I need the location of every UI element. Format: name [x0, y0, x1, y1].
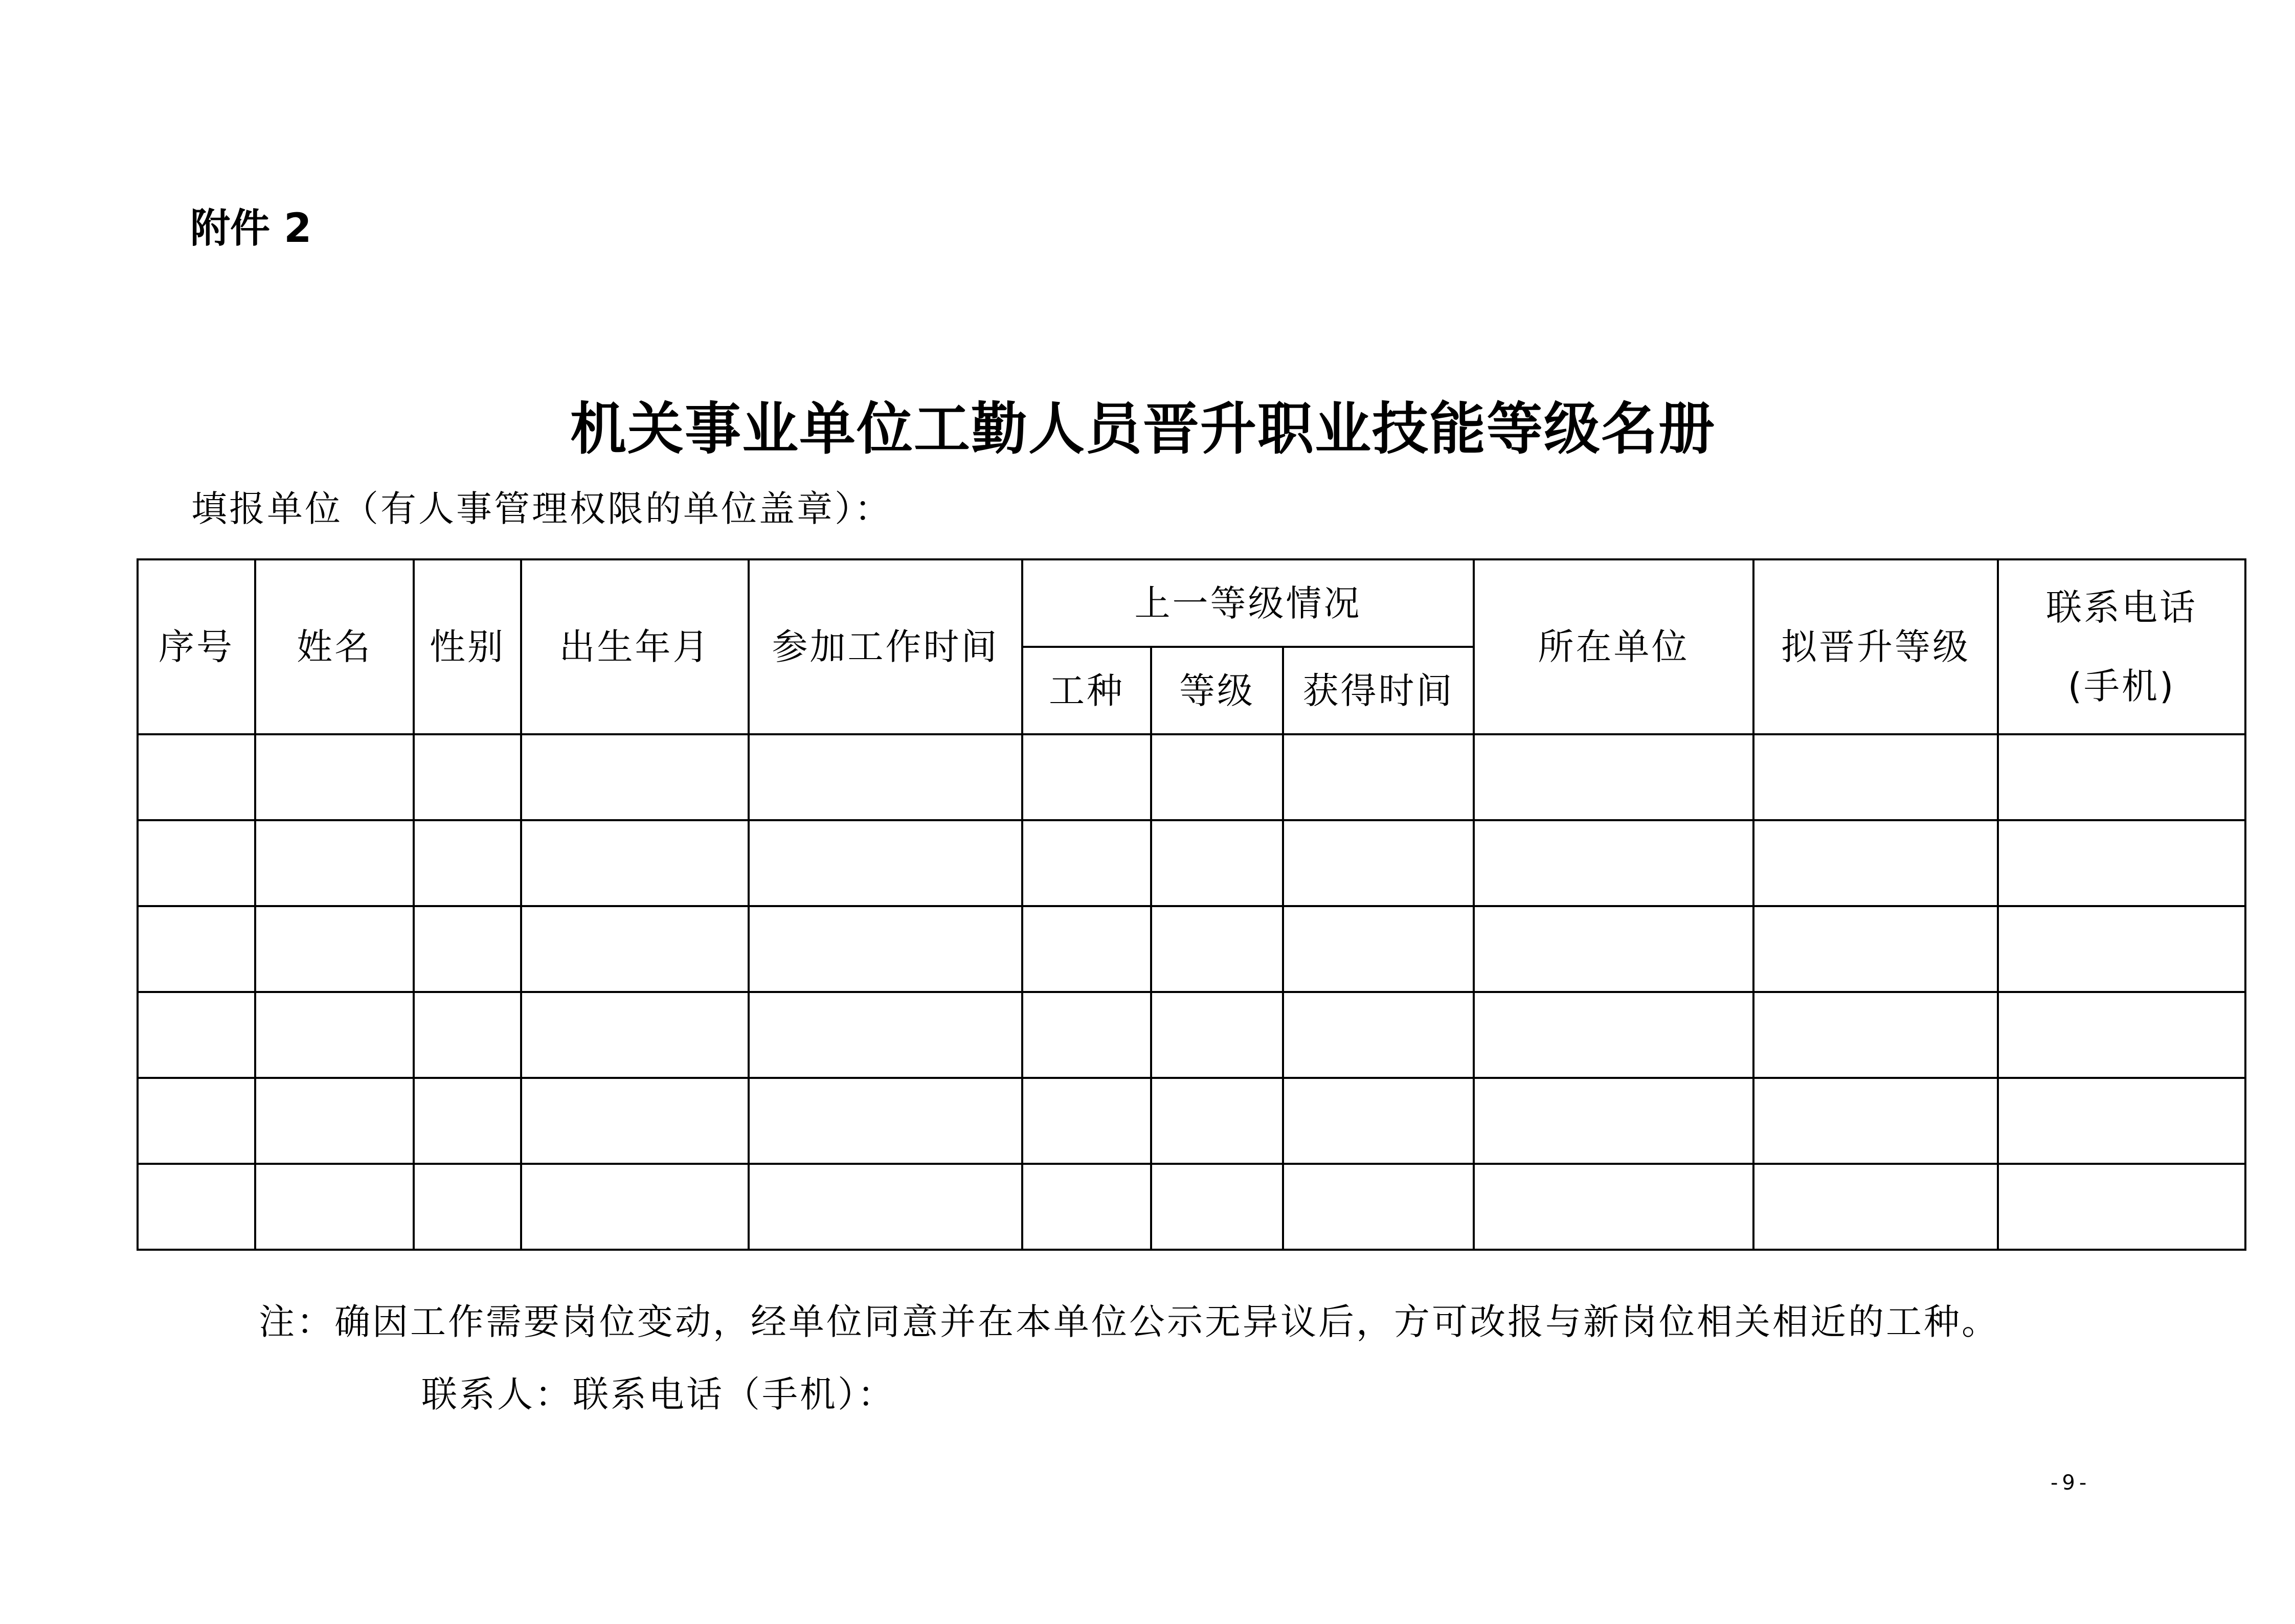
cell-obtained-date[interactable] [1283, 820, 1474, 906]
cell-name[interactable] [255, 992, 414, 1078]
cell-obtained-date[interactable] [1283, 906, 1474, 992]
cell-level[interactable] [1151, 906, 1283, 992]
header-name: 姓名 [255, 559, 414, 734]
header-level: 等级 [1151, 647, 1283, 734]
cell-phone[interactable] [1998, 906, 2245, 992]
cell-serial[interactable] [138, 1078, 255, 1164]
header-gender: 性别 [414, 559, 521, 734]
table-row [138, 820, 2245, 906]
cell-serial[interactable] [138, 734, 255, 820]
attachment-label: 附件 2 [190, 206, 312, 252]
header-work-start: 参加工作时间 [749, 559, 1022, 734]
cell-target-level[interactable] [1753, 992, 1998, 1078]
cell-work-start[interactable] [749, 1164, 1022, 1250]
cell-work-start[interactable] [749, 1078, 1022, 1164]
roster-table [137, 558, 2246, 1251]
cell-target-level[interactable] [1753, 1164, 1998, 1250]
cell-unit[interactable] [1474, 906, 1753, 992]
cell-birth-month[interactable] [521, 1164, 749, 1250]
cell-unit[interactable] [1474, 992, 1753, 1078]
table-row [138, 734, 2245, 820]
footnote: 注：确因工作需要岗位变动，经单位同意并在本单位公示无异议后，方可改报与新岗位相关相近的工种。 [259, 1301, 1999, 1343]
table-row [138, 1164, 2245, 1250]
cell-serial[interactable] [138, 906, 255, 992]
header-birth-month: 出生年月 [521, 559, 749, 734]
cell-unit[interactable] [1474, 820, 1753, 906]
header-phone [1998, 559, 2245, 734]
cell-name[interactable] [255, 906, 414, 992]
cell-name[interactable] [255, 820, 414, 906]
header-row [138, 559, 2245, 647]
cell-target-level[interactable] [1753, 906, 1998, 992]
cell-trade[interactable] [1022, 1164, 1151, 1250]
cell-phone[interactable] [1998, 1078, 2245, 1164]
cell-name[interactable] [255, 1164, 414, 1250]
cell-serial[interactable] [138, 820, 255, 906]
cell-trade[interactable] [1022, 820, 1151, 906]
cell-unit[interactable] [1474, 734, 1753, 820]
cell-birth-month[interactable] [521, 734, 749, 820]
header-trade: 工种 [1022, 647, 1151, 734]
cell-gender[interactable] [414, 906, 521, 992]
cell-gender[interactable] [414, 1078, 521, 1164]
cell-unit[interactable] [1474, 1164, 1753, 1250]
table-row [138, 906, 2245, 992]
document-title: 机关事业单位工勤人员晋升职业技能等级名册 [570, 396, 1716, 462]
cell-phone[interactable] [1998, 992, 2245, 1078]
cell-trade[interactable] [1022, 1078, 1151, 1164]
cell-obtained-date[interactable] [1283, 992, 1474, 1078]
cell-phone[interactable] [1998, 820, 2245, 906]
cell-birth-month[interactable] [521, 1078, 749, 1164]
cell-level[interactable] [1151, 1164, 1283, 1250]
cell-gender[interactable] [414, 734, 521, 820]
header-phone-line1: 联系电话 [2046, 587, 2198, 628]
cell-phone[interactable] [1998, 1164, 2245, 1250]
contact-line: 联系人：联系电话（手机）： [421, 1373, 895, 1415]
header-target-level: 拟晋升等级 [1753, 559, 1998, 734]
cell-target-level[interactable] [1753, 734, 1998, 820]
cell-trade[interactable] [1022, 734, 1151, 820]
table-row [138, 992, 2245, 1078]
table-row [138, 1078, 2245, 1164]
cell-trade[interactable] [1022, 906, 1151, 992]
cell-trade[interactable] [1022, 992, 1151, 1078]
cell-obtained-date[interactable] [1283, 734, 1474, 820]
cell-gender[interactable] [414, 992, 521, 1078]
cell-work-start[interactable] [749, 734, 1022, 820]
cell-gender[interactable] [414, 820, 521, 906]
cell-obtained-date[interactable] [1283, 1078, 1474, 1164]
page-number: -9- [2051, 1471, 2091, 1495]
cell-birth-month[interactable] [521, 820, 749, 906]
cell-work-start[interactable] [749, 820, 1022, 906]
cell-obtained-date[interactable] [1283, 1164, 1474, 1250]
cell-level[interactable] [1151, 992, 1283, 1078]
cell-unit[interactable] [1474, 1078, 1753, 1164]
header-phone-line2: (手机) [2067, 665, 2176, 707]
cell-birth-month[interactable] [521, 906, 749, 992]
cell-serial[interactable] [138, 992, 255, 1078]
cell-work-start[interactable] [749, 906, 1022, 992]
cell-level[interactable] [1151, 1078, 1283, 1164]
cell-name[interactable] [255, 734, 414, 820]
header-obtained-date: 获得时间 [1283, 647, 1474, 734]
header-previous-level-group: 上一等级情况 [1022, 559, 1474, 647]
cell-target-level[interactable] [1753, 1078, 1998, 1164]
reporting-unit-line: 填报单位（有人事管理权限的单位盖章）： [191, 488, 892, 530]
cell-gender[interactable] [414, 1164, 521, 1250]
cell-phone[interactable] [1998, 734, 2245, 820]
cell-level[interactable] [1151, 734, 1283, 820]
header-serial: 序号 [138, 559, 255, 734]
cell-birth-month[interactable] [521, 992, 749, 1078]
cell-target-level[interactable] [1753, 820, 1998, 906]
cell-name[interactable] [255, 1078, 414, 1164]
header-unit: 所在单位 [1474, 559, 1753, 734]
cell-work-start[interactable] [749, 992, 1022, 1078]
cell-level[interactable] [1151, 820, 1283, 906]
cell-serial[interactable] [138, 1164, 255, 1250]
